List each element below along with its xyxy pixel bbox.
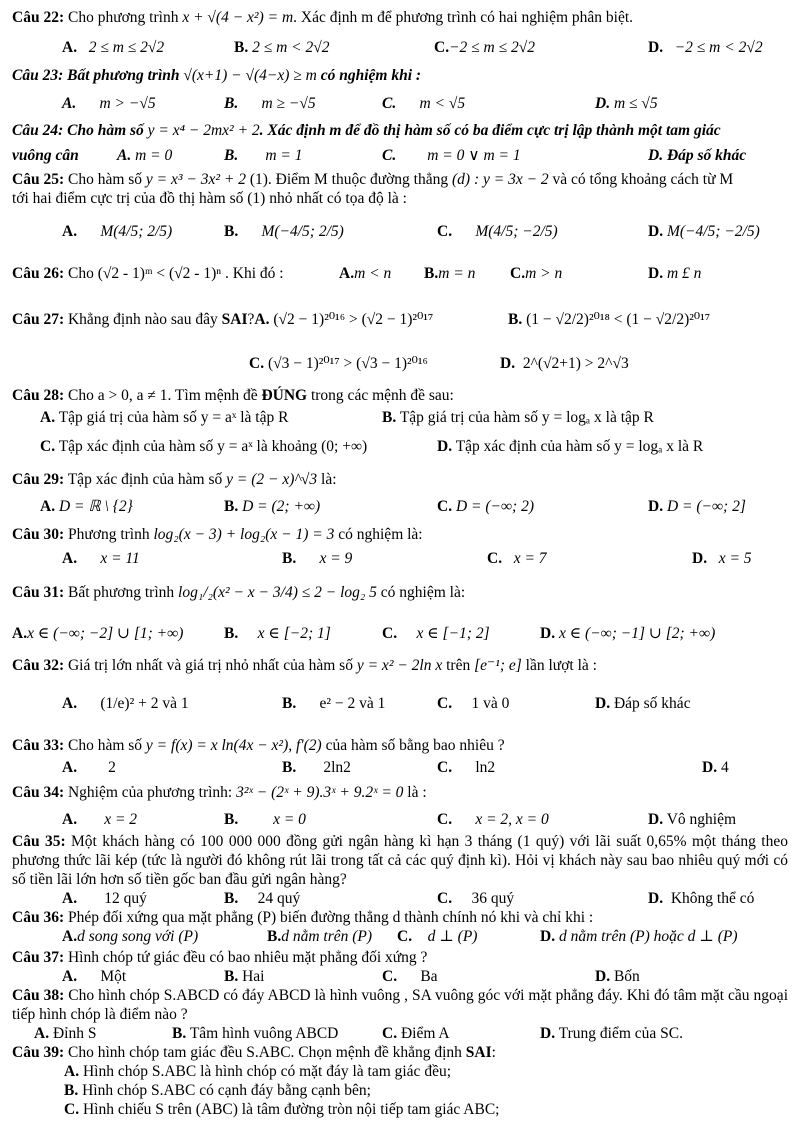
option-label: C. xyxy=(437,890,453,907)
option-label: A. xyxy=(62,695,78,712)
option-c: −2 ≤ m ≤ 2√2 xyxy=(449,39,536,56)
option-label: B. xyxy=(172,1025,187,1042)
option-text: Hình chóp S.ABC là hình chóp có mặt đáy là tam giác đều; xyxy=(82,1063,452,1080)
question-text: Phương trình xyxy=(67,526,150,543)
question-number: Câu 28: xyxy=(12,387,65,404)
option-label: C. xyxy=(510,265,526,282)
question-text: Cho a > 0, a ≠ 1. Tìm mệnh đề xyxy=(67,387,258,404)
option-d: x = 5 xyxy=(718,550,752,567)
question-text: là: xyxy=(321,471,337,488)
option-label: C. xyxy=(487,550,503,567)
option-label: D. xyxy=(648,39,664,56)
option-b: x = 0 xyxy=(273,811,306,828)
option-label: B. xyxy=(282,695,297,712)
option-label: B. xyxy=(224,625,239,642)
question-32 xyxy=(12,656,788,675)
option-label: A. xyxy=(62,550,78,567)
formula: x + √(4 − x²) = m xyxy=(182,9,294,26)
option-a: (1/e)² + 2 và 1 xyxy=(100,695,189,712)
option-a: m < n xyxy=(354,265,392,282)
formula: y = x³ − 3x² + 2 xyxy=(145,171,246,188)
option-label: A. xyxy=(12,625,28,642)
option-d: Đáp số khác xyxy=(613,695,691,712)
option-label: C. xyxy=(437,695,453,712)
option-c: ln2 xyxy=(475,759,496,776)
option-c: x = 2, x = 0 xyxy=(475,811,549,828)
option-label: D. xyxy=(595,695,611,712)
option-d: Tập xác định của hàm số y = logₐ x là R xyxy=(455,438,704,455)
option-b: M(−4/5; 2/5) xyxy=(261,223,344,240)
option-d: Đáp số khác xyxy=(666,147,747,164)
question-text: Cho hình chóp tam giác đều S.ABC. Chọn mệnh đề khẳng định xyxy=(67,1044,462,1061)
question-text: Cho hàm số xyxy=(67,122,144,139)
option-label: C. xyxy=(64,1101,80,1118)
option-b: 2ln2 xyxy=(323,759,351,776)
question-number: Câu 33: xyxy=(12,737,65,754)
option-label: C. xyxy=(382,147,397,164)
question-text: Giá trị lớn nhất và giá trị nhỏ nhất của hàm số xyxy=(67,657,353,674)
question-28 xyxy=(12,386,788,405)
question-number: Câu 29: xyxy=(12,471,65,488)
question-text: Cho hình chóp S.ABCD có đáy ABCD là hình vuông , SA vuông góc với mặt phẳng đáy. Khi đó tâm mặt cầu ngoại tiếp hình chóp là điểm nào ? xyxy=(12,987,788,1023)
option-c: 1 và 0 xyxy=(471,695,510,712)
question-text: : xyxy=(491,1044,496,1061)
option-label: D. xyxy=(540,1025,556,1042)
option-label: B. xyxy=(267,928,282,945)
question-number: Câu 24: xyxy=(12,122,64,139)
question-25 xyxy=(12,170,788,189)
option-c: x = 7 xyxy=(513,550,547,567)
option-label: D. xyxy=(540,928,556,945)
option-b: m = 1 xyxy=(265,147,303,164)
option-label: A. xyxy=(62,39,78,56)
question-31 xyxy=(12,583,788,602)
question-36 xyxy=(12,908,788,927)
option-a: 2 xyxy=(108,759,116,776)
option-label: C. xyxy=(382,968,398,985)
question-text: Cho hàm số xyxy=(67,171,143,188)
formula: [e⁻¹; e] xyxy=(474,657,522,674)
option-label: A. xyxy=(40,498,56,515)
question-34 xyxy=(12,783,788,802)
option-b: e² − 2 và 1 xyxy=(319,695,386,712)
question-text: trong các mệnh đề sau: xyxy=(310,387,454,404)
question-text: Bất phương trình xyxy=(67,67,180,84)
option-label: D. xyxy=(702,759,718,776)
option-label: B. xyxy=(224,811,239,828)
option-c: D = (−∞; 2) xyxy=(455,498,534,515)
question-text: SAI xyxy=(465,1044,492,1061)
option-label: B. xyxy=(224,498,239,515)
option-a: 2 ≤ m ≤ 2√2 xyxy=(88,39,165,56)
option-label: C. xyxy=(249,355,265,372)
option-label: C. xyxy=(434,39,450,56)
question-39 xyxy=(12,1043,788,1062)
question-text: Cho hàm số xyxy=(67,737,143,754)
question-number: Câu 25: xyxy=(12,171,65,188)
question-text: . Xác định m để phương trình có hai nghiệm phân biệt. xyxy=(293,9,634,26)
question-number: Câu 38: xyxy=(12,987,65,1004)
option-c: m < √5 xyxy=(419,95,466,112)
option-label: A. xyxy=(254,311,270,328)
question-number: Câu 32: xyxy=(12,657,65,674)
option-label: A. xyxy=(62,811,78,828)
option-b: x = 9 xyxy=(319,550,353,567)
option-label: C. xyxy=(437,759,453,776)
option-39-a xyxy=(64,1062,788,1081)
option-39-b xyxy=(64,1081,788,1100)
question-text: có nghiệm khi : xyxy=(320,67,422,84)
formula: log₂(x − 3) + log₂(x − 1) = 3 xyxy=(153,526,335,543)
option-d: Vô nghiệm xyxy=(666,811,736,828)
option-c: Ba xyxy=(420,968,438,985)
option-label: D. xyxy=(595,95,611,112)
question-number: Câu 22: xyxy=(12,9,65,26)
question-number: Câu 23: xyxy=(12,67,64,84)
formula: (√2 - 1)ᵐ < (√2 - 1)ⁿ xyxy=(97,265,222,282)
question-37 xyxy=(12,948,788,967)
option-d: D = (−∞; 2] xyxy=(666,498,746,515)
option-text: Hình chiếu S trên (ABC) là tâm đường tròn nội tiếp tam giác ABC; xyxy=(82,1101,500,1118)
option-a: Một xyxy=(100,968,127,985)
option-label: D. xyxy=(540,625,556,642)
question-text: vuông cân xyxy=(12,147,79,164)
option-label: C. xyxy=(397,928,413,945)
option-a: D = ℝ \ {2} xyxy=(58,498,133,515)
question-29 xyxy=(12,470,788,489)
option-b: x ∈ [−2; 1] xyxy=(257,625,331,642)
option-b: 2 ≤ m < 2√2 xyxy=(252,39,330,56)
formula: y = x² − 2ln x xyxy=(356,657,443,674)
option-b: Tập giá trị của hàm số y = logₐ x là tập R xyxy=(399,409,654,426)
question-text: ĐÚNG xyxy=(261,387,308,404)
formula: log₁/₂(x² − x − 3/4) ≤ 2 − log₂ 5 xyxy=(178,584,377,601)
question-text: Hình chóp tứ giác đều có bao nhiêu mặt phẳng đối xứng ? xyxy=(67,949,428,966)
question-number: Câu 37: xyxy=(12,949,65,966)
question-number: Câu 34: xyxy=(12,784,65,801)
question-number: Câu 26: xyxy=(12,265,65,282)
option-d: d nằm trên (P) hoặc d ⊥ (P) xyxy=(558,928,738,945)
question-27 xyxy=(12,310,788,329)
option-a: d song song với (P) xyxy=(77,928,199,945)
option-label: A. xyxy=(339,265,355,282)
option-d: Không thể có xyxy=(670,890,755,907)
option-label: D. xyxy=(648,147,664,164)
option-a: Tập giá trị của hàm số y = aˣ là tập R xyxy=(58,409,289,426)
option-c: m > n xyxy=(525,265,563,282)
option-label: A. xyxy=(62,928,78,945)
question-23 xyxy=(12,66,788,85)
option-b: 24 quý xyxy=(257,890,301,907)
option-c: d ⊥ (P) xyxy=(427,928,478,945)
option-c: Điểm A xyxy=(400,1025,450,1042)
option-label: B. xyxy=(224,223,239,240)
question-text: có nghiệm là: xyxy=(338,526,423,543)
question-text: có nghiệm là: xyxy=(380,584,466,601)
formula: y = (2 − x)^√3 xyxy=(226,471,318,488)
option-label: B. xyxy=(424,265,439,282)
question-33 xyxy=(12,736,788,755)
option-label: C. xyxy=(437,223,453,240)
option-a: m = 0 xyxy=(135,147,173,164)
option-39-c xyxy=(64,1100,788,1119)
question-number: Câu 39: xyxy=(12,1044,65,1061)
question-number: Câu 35: xyxy=(12,833,66,850)
option-label: D. xyxy=(648,498,664,515)
option-b: d nằm trên (P) xyxy=(281,928,373,945)
option-a: Đỉnh S xyxy=(52,1025,97,1042)
question-30 xyxy=(12,525,788,544)
option-label: C. xyxy=(382,1025,398,1042)
option-a: m > −√5 xyxy=(99,95,156,112)
option-b: (1 − √2/2)²⁰¹⁸ < (1 − √2/2)²⁰¹⁷ xyxy=(526,311,711,328)
option-d: 4 xyxy=(720,759,729,776)
option-a: x = 11 xyxy=(100,550,140,567)
question-text: tới hai điểm cực trị của đồ thị hàm số (1) nhỏ nhất có tọa độ là : xyxy=(12,190,407,207)
question-text: Khẳng định nào sau đây xyxy=(67,311,218,328)
option-d: m £ n xyxy=(666,265,702,282)
option-label: A. xyxy=(62,95,77,112)
option-c: M(4/5; −2/5) xyxy=(475,223,558,240)
option-label: A. xyxy=(62,223,78,240)
option-d: −2 ≤ m < 2√2 xyxy=(674,39,763,56)
formula: y = x⁴ − 2mx² + 2 xyxy=(147,122,260,139)
option-a: 12 quý xyxy=(104,890,147,907)
question-text: trên xyxy=(446,657,471,674)
question-text: Tập xác định của hàm số xyxy=(67,471,223,488)
option-label: A. xyxy=(40,409,56,426)
question-text: Bất phương trình xyxy=(67,584,175,601)
question-text: Cho xyxy=(67,265,94,282)
option-label: B. xyxy=(224,890,239,907)
option-label: D. xyxy=(648,811,664,828)
option-label: B. xyxy=(64,1082,79,1099)
option-label: B. xyxy=(224,147,239,164)
option-label: D. xyxy=(648,890,664,907)
option-d: 2^(√2+1) > 2^√3 xyxy=(522,355,629,372)
question-number: Câu 30: xyxy=(12,526,65,543)
question-number: Câu 36: xyxy=(12,909,65,926)
question-text: (1). Điểm M thuộc đường thẳng xyxy=(249,171,449,188)
option-b: Hai xyxy=(242,968,265,985)
question-text: . Xác định m để đồ thị hàm số có ba điểm cực trị lập thành một tam giác xyxy=(259,122,721,139)
question-text: là : xyxy=(407,784,427,801)
option-b: Tâm hình vuông ABCD xyxy=(189,1025,339,1042)
question-24 xyxy=(12,121,788,140)
option-b: m = n xyxy=(438,265,476,282)
question-text: của hàm số bằng bao nhiêu ? xyxy=(325,737,505,754)
option-label: C. xyxy=(382,625,398,642)
option-d: x ∈ (−∞; −1] ∪ [2; +∞) xyxy=(558,625,716,642)
question-text: Phép đối xứng qua mặt phẳng (P) biến đường thẳng d thành chính nó khi và chỉ khi : xyxy=(67,909,594,926)
question-number: Câu 27: xyxy=(12,311,65,328)
option-label: A. xyxy=(34,1025,50,1042)
option-b: m ≥ −√5 xyxy=(261,95,316,112)
formula: √(x+1) − √(4−x) ≥ m xyxy=(183,67,317,84)
option-label: C. xyxy=(437,811,453,828)
option-b: D = (2; +∞) xyxy=(242,498,321,515)
question-text: . Khi đó : xyxy=(225,265,284,282)
option-label: D. xyxy=(500,355,516,372)
option-label: D. xyxy=(595,968,611,985)
option-label: A. xyxy=(62,968,78,985)
option-label: D. xyxy=(648,265,664,282)
option-label: B. xyxy=(508,311,523,328)
formula: y = f(x) = x ln(4x − x²), f'(2) xyxy=(145,737,322,754)
option-label: B. xyxy=(234,39,249,56)
option-label: A. xyxy=(117,147,132,164)
question-text: Cho phương trình xyxy=(67,9,179,26)
option-label: B. xyxy=(224,95,239,112)
question-text: Nghiệm của phương trình: xyxy=(67,784,233,801)
question-text: và có tổng khoảng cách từ M xyxy=(552,171,734,188)
option-label: B. xyxy=(282,759,297,776)
option-a: M(4/5; 2/5) xyxy=(100,223,173,240)
option-label: B. xyxy=(282,550,297,567)
option-label: B. xyxy=(224,968,239,985)
option-c: m = 0 ∨ m = 1 xyxy=(427,147,521,164)
option-a: (√2 − 1)²⁰¹⁶ > (√2 − 1)²⁰¹⁷ xyxy=(273,311,434,328)
option-label: A. xyxy=(62,890,78,907)
option-label: C. xyxy=(40,438,56,455)
option-text: Hình chóp S.ABC có cạnh đáy bằng cạnh bên; xyxy=(82,1082,371,1099)
option-d: Bốn xyxy=(613,968,640,985)
question-text: lần lượt là : xyxy=(525,657,597,674)
option-d: Trung điểm của SC. xyxy=(558,1025,683,1042)
question-38 xyxy=(12,986,788,1024)
option-label: D. xyxy=(648,223,664,240)
option-c: Tập xác định của hàm số y = aˣ là khoảng (0; +∞) xyxy=(58,438,368,455)
option-label: C. xyxy=(382,95,397,112)
option-label: C. xyxy=(437,498,453,515)
option-d: m ≤ √5 xyxy=(613,95,658,112)
option-c: 36 quý xyxy=(471,890,515,907)
option-d: M(−4/5; −2/5) xyxy=(666,223,760,240)
question-text: SAI xyxy=(221,311,248,328)
question-22 xyxy=(12,8,788,27)
question-text: Một khách hàng có 100 000 000 đồng gửi ngân hàng kì hạn 3 tháng (1 quý) với lãi suất 0,65% một tháng theo phương thức lãi kép (tức là người đó không rút lãi trong tất cả các quý định kì). Hỏi vị khách này sau bao nhiêu quý mới có số tiền lãi lớn hơn số tiền gốc ban đầu gửi ngân hàng? xyxy=(12,833,788,888)
question-text: ? xyxy=(247,311,255,328)
option-a: x ∈ (−∞; −2] ∪ [1; +∞) xyxy=(27,625,184,642)
formula: 3²ˣ − (2ˣ + 9).3ˣ + 9.2ˣ = 0 xyxy=(236,784,404,801)
question-number: Câu 31: xyxy=(12,584,65,601)
options-24 xyxy=(12,146,788,165)
option-label: B. xyxy=(382,409,397,426)
question-35 xyxy=(12,832,788,889)
option-c: (√3 − 1)²⁰¹⁷ > (√3 − 1)²⁰¹⁶ xyxy=(267,355,428,372)
question-26 xyxy=(12,264,788,283)
option-label: D. xyxy=(437,438,453,455)
option-label: A. xyxy=(64,1063,80,1080)
option-label: D. xyxy=(692,550,708,567)
option-c: x ∈ [−1; 2] xyxy=(416,625,490,642)
option-label: A. xyxy=(62,759,78,776)
formula: (d) : y = 3x − 2 xyxy=(452,171,549,188)
option-a: x = 2 xyxy=(104,811,138,828)
